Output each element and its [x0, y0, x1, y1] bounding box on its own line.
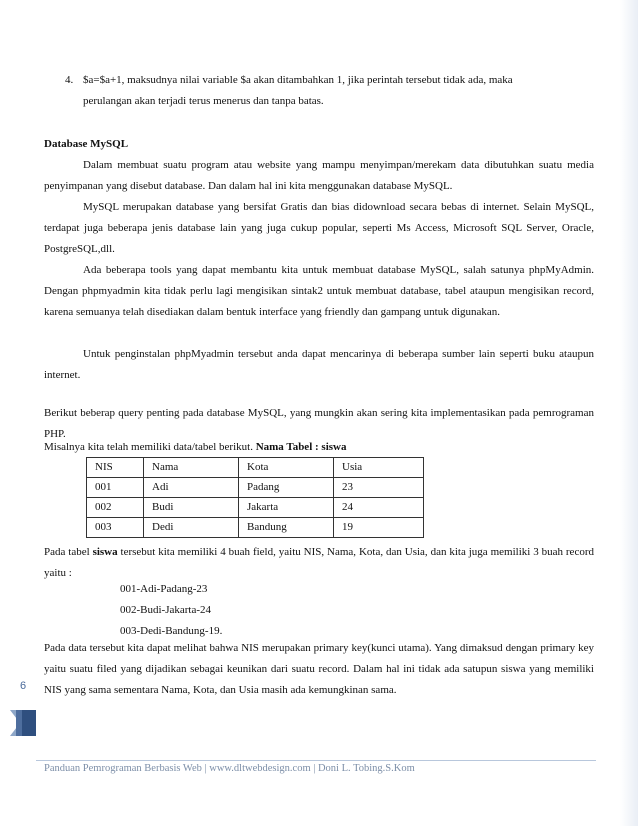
table-name-label: Nama Tabel : siswa	[255, 441, 347, 453]
section-heading: Database MySQL	[44, 138, 129, 150]
paragraph-query-intro: Berikut beberap query penting pada database MySQL, yang mungkin akan sering kita implementasikan pada pemrograman PHP.	[44, 407, 594, 440]
footer-divider	[36, 760, 596, 761]
record-item: 003-Dedi-Bandung-19.	[120, 625, 223, 637]
table-cell: 19	[334, 518, 424, 538]
table-cell: 002	[87, 498, 144, 518]
list-item-number: 4.	[65, 74, 74, 86]
table-cell: 24	[334, 498, 424, 518]
table-header-cell: Kota	[239, 458, 334, 478]
table-cell: 003	[87, 518, 144, 538]
paragraph-mysql-free: MySQL merupakan database yang bersifat Gratis dan bias didownload secara bebas di internet. Selain MySQL, terdapat juga beberapa jenis database lain yang juga cukup popular, seperti Ms Access, Microsoft SQL Server, Oracle, PostgreSQL,dll.	[44, 201, 594, 255]
page-tab-icon	[6, 708, 40, 738]
table-row	[87, 498, 424, 518]
page-footer: Panduan Pemrograman Berbasis Web | www.dltwebdesign.com | Doni L. Tobing.S.Kom	[44, 763, 415, 774]
table-cell: 001	[87, 478, 144, 498]
page-edge-shadow	[620, 0, 638, 826]
table-name-emphasis: siswa	[92, 546, 118, 558]
table-row	[87, 518, 424, 538]
table-header-cell: Usia	[334, 458, 424, 478]
table-cell: Budi	[144, 498, 239, 518]
siswa-table	[86, 457, 424, 538]
table-cell: Dedi	[144, 518, 239, 538]
record-item: 001-Adi-Padang-23	[120, 583, 208, 595]
paragraph-table-intro: Misalnya kita telah memiliki data/tabel berikut. Nama Tabel : siswa	[44, 441, 347, 453]
table-header-row	[87, 458, 424, 478]
paragraph-database-intro: Dalam membuat suatu program atau website yang mampu menyimpan/merekam data dibutuhkan suatu media penyimpanan yang disebut database. Dan dalam hal ini kita menggunakan database MySQL.	[44, 159, 594, 192]
page-number: 6	[20, 680, 27, 692]
table-header-cell: Nama	[144, 458, 239, 478]
table-cell: Padang	[239, 478, 334, 498]
table-row	[87, 478, 424, 498]
list-item-line-1: $a=$a+1, maksudnya nilai variable $a akan ditambahkan 1, jika perintah tersebut tidak ada, maka	[83, 74, 513, 86]
paragraph-primary-key: Pada data tersebut kita dapat melihat bahwa NIS merupakan primary key(kunci utama). Yang dimaksud dengan primary key yaitu suatu filed yang dijadikan sebagai keunikan dari suatu record. Dalam hal ini tidak ada satupun siswa yang memiliki NIS yang sama sementara Nama, Kota, dan Usia masih ada kemungkinan sama.	[44, 642, 594, 696]
table-cell: 23	[334, 478, 424, 498]
table-cell: Jakarta	[239, 498, 334, 518]
paragraph-fields-records: Pada tabel siswa tersebut kita memiliki 4 buah field, yaitu NIS, Nama, Kota, dan Usia, dan kita juga memiliki 3 buah record yaitu :	[44, 546, 594, 579]
record-item: 002-Budi-Jakarta-24	[120, 604, 212, 616]
table-cell: Adi	[144, 478, 239, 498]
paragraph-install: Untuk penginstalan phpMyadmin tersebut anda dapat mencarinya di beberapa sumber lain seperti buku ataupun internet.	[44, 348, 594, 381]
list-item-line-2: perulangan akan terjadi terus menerus dan tanpa batas.	[83, 95, 324, 107]
table-header-cell: NIS	[87, 458, 144, 478]
paragraph-phpmyadmin: Ada beberapa tools yang dapat membantu kita untuk membuat database MySQL, salah satunya phpMyAdmin. Dengan phpmyadmin kita tidak perlu lagi mengisikan sintak2 untuk membuat database, tabel ataupun mengisikan record, karena semuanya telah disediakan dalam bentuk interface yang friendly dan gampang untuk digunakan.	[44, 264, 594, 318]
table-cell: Bandung	[239, 518, 334, 538]
